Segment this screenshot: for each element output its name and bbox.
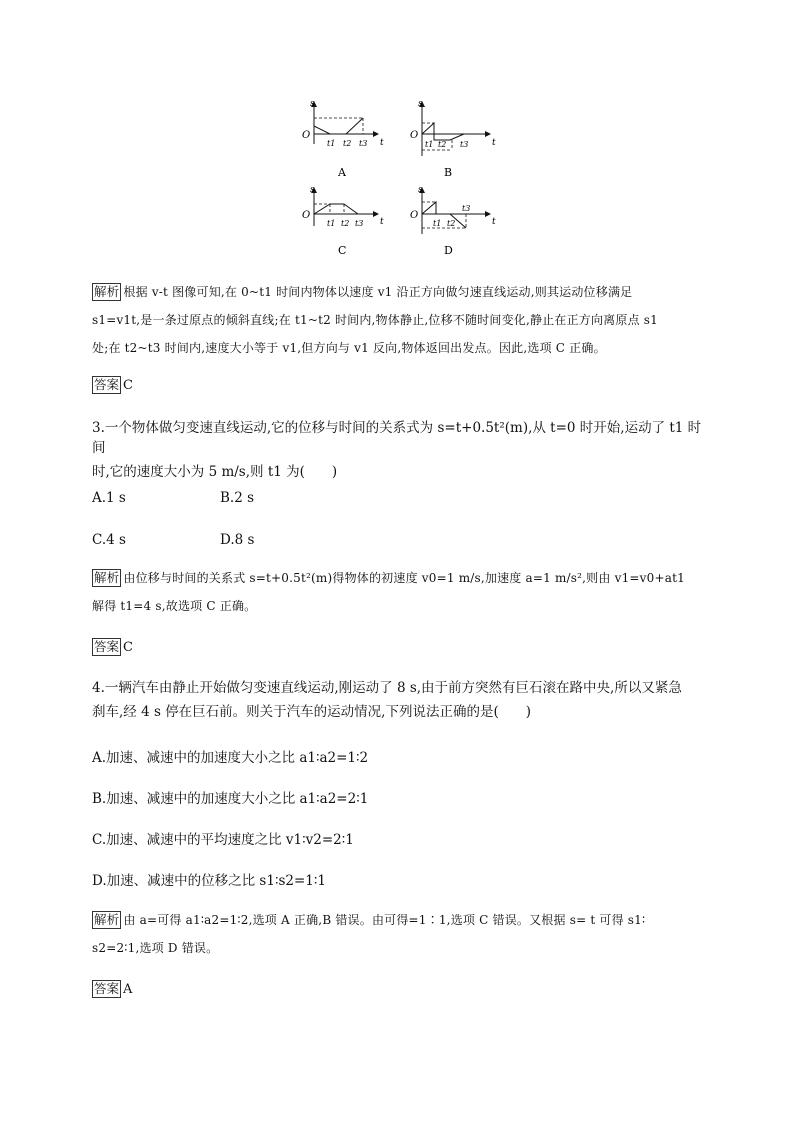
axis-origin-label: O xyxy=(302,210,311,221)
graph-label-a: A xyxy=(338,166,346,179)
q2-exp-line2: s1=v1t,是一条过原点的倾斜直线;在 t1~t2 时间内,物体静止,位移不随时间变化,静止在正方向离原点 s1 xyxy=(92,313,658,327)
graph-b xyxy=(410,99,496,179)
q2-answer-value: C xyxy=(123,378,133,393)
axis-t-label: t xyxy=(492,217,496,227)
axis-t-label: t xyxy=(380,217,384,227)
tick-t1: t1 xyxy=(327,219,336,228)
axis-t-label: t xyxy=(380,138,384,148)
q3-explanation xyxy=(92,568,712,616)
graph-d xyxy=(410,185,496,257)
tick-t3: t3 xyxy=(359,139,368,148)
axis-s-label: s xyxy=(418,99,423,109)
q3-option-a[interactable]: A.1 s xyxy=(92,490,126,506)
tick-t1: t1 xyxy=(433,219,442,228)
graph-a xyxy=(302,99,384,179)
graph-label-b: B xyxy=(444,166,453,179)
jiexi-tag: 解析 xyxy=(94,912,120,927)
q3-option-b[interactable]: B.2 s xyxy=(220,490,255,506)
axis-origin-label: O xyxy=(302,130,311,141)
q4-option-b[interactable]: B.加速、减速中的加速度大小之比 a1∶a2=2∶1 xyxy=(92,791,369,807)
axis-s-label: s xyxy=(310,185,315,195)
q3-stem-line2: 时,它的速度大小为 5 m/s,则 t1 为( ) xyxy=(92,464,338,480)
q4-option-a[interactable]: A.加速、减速中的加速度大小之比 a1∶a2=1∶2 xyxy=(92,750,369,766)
q4-answer-value: A xyxy=(123,982,133,997)
jiexi-tag: 解析 xyxy=(94,284,120,299)
q3-stem-line1: 3.一个物体做匀变速直线运动,它的位移与时间的关系式为 s=t+0.5t²(m),从 t=0 时开始,运动了 t1 时间 xyxy=(92,420,702,456)
axis-origin-label: O xyxy=(410,130,419,141)
axis-s-label: s xyxy=(310,99,315,109)
axis-origin-label: O xyxy=(410,210,419,221)
q4-explanation xyxy=(92,910,712,958)
q3-option-d[interactable]: D.8 s xyxy=(220,532,255,548)
q4-exp-line1: 由 a=可得 a1∶a2=1∶2,选项 A 正确,B 错误。由可得=1∶1,选项 C 错误。又根据 s= t 可得 s1∶ xyxy=(123,913,646,927)
q3-exp-line1: 由位移与时间的关系式 s=t+0.5t²(m)得物体的初速度 v0=1 m/s,加速度 a=1 m/s²,则由 v1=v0+at1 xyxy=(123,571,685,585)
tick-t1: t1 xyxy=(425,140,434,149)
graph-label-d: D xyxy=(444,244,453,257)
tick-t2: t2 xyxy=(438,140,447,149)
figure-st-graphs xyxy=(296,96,506,266)
tick-t1: t1 xyxy=(327,139,336,148)
q2-exp-line1: 根据 v-t 图像可知,在 0~t1 时间内物体以速度 v1 沿正方向做匀速直线运动,则其运动位移满足 xyxy=(123,285,633,299)
q3-stem xyxy=(92,418,712,482)
q2-answer xyxy=(92,376,133,396)
q4-stem-line1: 4.一辆汽车由静止开始做匀变速直线运动,刚运动了 8 s,由于前方突然有巨石滚在路中央,所以又紧急 xyxy=(92,680,682,696)
q4-stem-line2: 刹车,经 4 s 停在巨石前。则关于汽车的运动情况,下列说法正确的是( ) xyxy=(92,704,532,720)
axis-s-label: s xyxy=(418,185,423,195)
graph-c xyxy=(302,185,384,257)
answer-tag: 答案 xyxy=(94,981,120,996)
q3-answer-value: C xyxy=(123,640,133,655)
tick-t2: t2 xyxy=(447,219,456,228)
q4-option-d[interactable]: D.加速、减速中的位移之比 s1∶s2=1∶1 xyxy=(92,873,326,889)
tick-t2: t2 xyxy=(343,139,352,148)
q4-answer xyxy=(92,980,132,1000)
answer-tag: 答案 xyxy=(94,639,120,654)
graph-label-c: C xyxy=(338,244,347,257)
jiexi-tag: 解析 xyxy=(94,570,120,585)
axis-t-label: t xyxy=(492,138,496,148)
tick-t3: t3 xyxy=(355,219,364,228)
tick-t2: t2 xyxy=(341,219,350,228)
tick-t3: t3 xyxy=(460,140,469,149)
answer-tag: 答案 xyxy=(94,377,120,392)
q3-option-c[interactable]: C.4 s xyxy=(92,532,126,548)
q2-exp-line3: 处;在 t2~t3 时间内,速度大小等于 v1,但方向与 v1 反向,物体返回出发点。因此,选项 C 正确。 xyxy=(92,341,606,355)
tick-t3: t3 xyxy=(462,204,471,213)
q3-answer xyxy=(92,638,133,658)
q2-explanation xyxy=(92,282,712,358)
q4-stem xyxy=(92,678,712,722)
q4-option-c[interactable]: C.加速、减速中的平均速度之比 v1∶v2=2∶1 xyxy=(92,832,354,848)
q4-exp-line2: s2=2∶1,选项 D 错误。 xyxy=(92,941,219,955)
q3-exp-line2: 解得 t1=4 s,故选项 C 正确。 xyxy=(92,599,257,613)
